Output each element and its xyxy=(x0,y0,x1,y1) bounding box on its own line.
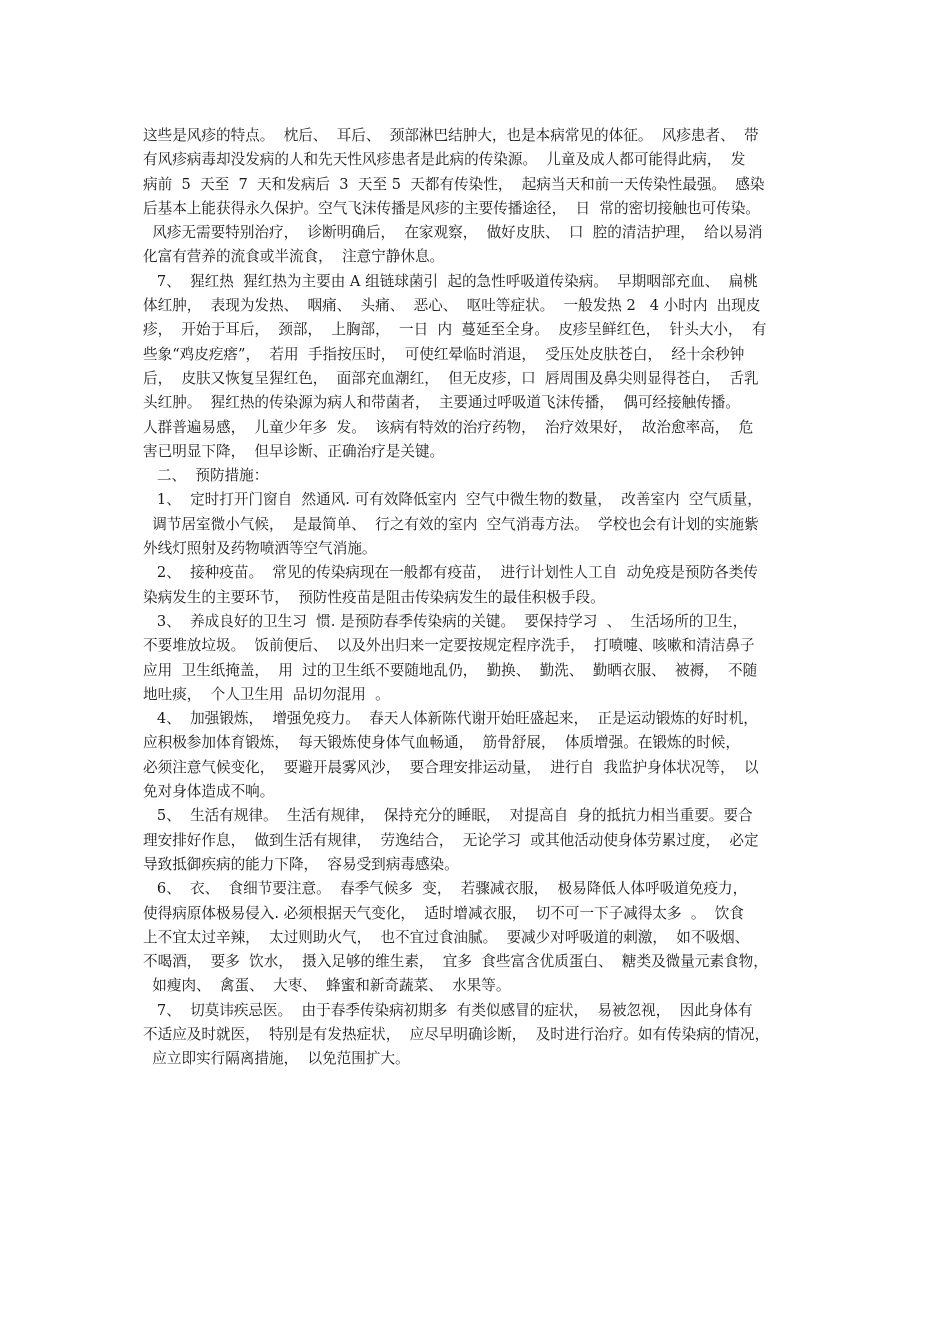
text-line: 应积极参加体育锻炼， 每天锻炼使身体气血畅通， 筋骨舒展， 体质增强。在锻炼的时候， xyxy=(143,734,740,752)
text-line: 必须注意气候变化， 要避开晨雾风沙， 要合理安排运动量， 进行自 我监护身体状况等， 以 xyxy=(143,758,759,776)
text-line: 如瘦肉、 禽蛋、 大枣、 蜂蜜和新奇蔬菜、 水果等。 xyxy=(143,977,511,995)
text-line: 化富有营养的流食或半流食， 注意宁静休息。 xyxy=(143,248,445,266)
text-line: 风疹无需要特别治疗， 诊断明确后， 在家观察， 做好皮肤、 口 腔的清洁护理， 给以易消 xyxy=(143,224,763,242)
text-line: 免对身体造成不响。 xyxy=(143,783,275,801)
text-line: 5、 生活有规律。 生活有规律， 保持充分的睡眠， 对提高自 身的抵抗力相当重要。要合 xyxy=(143,807,753,825)
text-line: 3、 养成良好的卫生习 惯. 是预防春季传染病的关键。 要保持学习 、 生活场所的卫生， xyxy=(143,612,748,630)
text-line: 应立即实行隔离措施， 以免范围扩大。 xyxy=(143,1050,410,1068)
text-line: 病前 5 天至 7 天和发病后 3 天至 5 天都有传染性， 起病当天和前一天传染性最强。 感染 xyxy=(143,175,765,193)
text-line: 7、 猩红热 猩红热为主要由 A 组链球菌引 起的急性呼吸道传染病。 早期咽部充血、 扁桃 xyxy=(143,272,758,290)
text-line: 使得病原体极易侵入. 必须根据天气变化， 适时增减衣服， 切不可一下子减得太多 。 饮食 xyxy=(143,904,744,922)
text-line: 二、 预防措施： xyxy=(143,467,269,485)
text-line: 导致抵御疾病的能力下降， 容易受到病毒感染。 xyxy=(143,855,459,873)
text-line: 4、 加强锻炼， 增强免疫力。 春天人体新陈代谢开始旺盛起来， 正是运动锻炼的好时机， xyxy=(143,710,758,728)
text-line: 不适应及时就医， 特别是有发热症状， 应尽早明确诊断， 及时进行治疗。如有传染病的情况， xyxy=(143,1025,770,1043)
text-line: 后， 皮肤又恢复呈猩红色， 面部充血潮红， 但无皮疹，口 唇周围及鼻尖则显得苍白， 舌乳 xyxy=(143,369,759,387)
text-line: 外线灯照射及药物喷洒等空气消施。 xyxy=(143,540,377,558)
text-line: 7、 切莫讳疾忌医。 由于春季传染病初期多 有类似感冒的症状， 易被忽视， 因此身体有 xyxy=(143,1001,753,1019)
text-line: 后基本上能获得永久保护。空气飞沫传播是风疹的主要传播途径， 日 常的密切接触也可传染。 xyxy=(143,199,760,217)
text-line: 有风疹病毒却没发病的人和先天性风疹患者是此病的传染源。 儿童及成人都可能得此病， 发 xyxy=(143,151,746,169)
text-line: 染病发生的主要环节， 预防性疫苗是阻击传染病发生的最佳积极手段。 xyxy=(143,588,605,606)
text-line: 2、 接种疫苗。 常见的传染病现在一般都有疫苗， 进行计划性人工自 动免疫是预防各类传 xyxy=(143,564,758,582)
text-line: 调节居室微小气候， 是最简单、 行之有效的室内 空气消毒方法。 学校也会有计划的实施紫 xyxy=(143,515,759,533)
text-line: 疹， 开始于耳后， 颈部， 上胸部， 一日 内 蔓延至全身。 皮疹呈鲜红色， 针头大小， 有 xyxy=(143,321,767,339)
text-line: 人群普遍易感， 儿童少年多 发。 该病有特效的治疗药物， 治疗效果好， 故治愈率高， 危 xyxy=(143,418,754,436)
text-line: 不要堆放垃圾。 饭前便后、 以及外出归来一定要按规定程序洗手， 打喷嚏、咳嗽和清洁鼻子 xyxy=(143,637,755,655)
text-line: 理安排好作息， 做到生活有规律， 劳逸结合， 无论学习 或其他活动使身体劳累过度， 必定 xyxy=(143,831,759,849)
text-line: 害已明显下降， 但早诊断、正确治疗是关键。 xyxy=(143,442,445,460)
text-line: 这些是风疹的特点。 枕后、 耳后、 颈部淋巴结肿大，也是本病常见的体征。 风疹患者、 带 xyxy=(143,127,759,144)
text-line: 体红肿， 表现为发热、 咽痛、 头痛、 恶心、 呕吐等症状。 一般发热 2 4 小时内 出现皮 xyxy=(143,297,761,315)
text-line: 些象“鸡皮疙瘩”， 若用 手指按压时， 可使红晕临时消退， 受压处皮肤苍白， 经十余秒钟 xyxy=(143,345,745,363)
text-line: 不喝酒， 要多 饮水， 摄入足够的维生素， 宜多 食些富含优质蛋白、 糖类及微量元素食物， xyxy=(143,953,768,971)
document-body xyxy=(143,124,823,1072)
text-line: 头红肿。 猩红热的传染源为病人和带菌者， 主要通过呼吸道飞沫传播， 偶可经接触传播。 xyxy=(143,394,740,412)
text-line: 应用 卫生纸掩盖， 用 过的卫生纸不要随地乱仍， 勤换、 勤洗、 勤晒衣服、 被褥， 不随 xyxy=(143,661,758,679)
text-line: 地吐痰， 个人卫生用 品切勿混用 。 xyxy=(143,685,390,703)
text-line: 上不宜太过辛辣， 太过则助火气， 也不宜过食油腻。 要减少对呼吸道的刺激， 如不吸烟、 xyxy=(143,928,750,946)
text-line: 1、 定时打开门窗自 然通风. 可有效降低室内 空气中微生物的数量， 改善室内 空气质量， xyxy=(143,491,762,509)
text-line: 6、 衣、 食细节要注意。 春季气候多 变， 若骤减衣服， 极易降低人体呼吸道免疫力， xyxy=(143,880,748,898)
